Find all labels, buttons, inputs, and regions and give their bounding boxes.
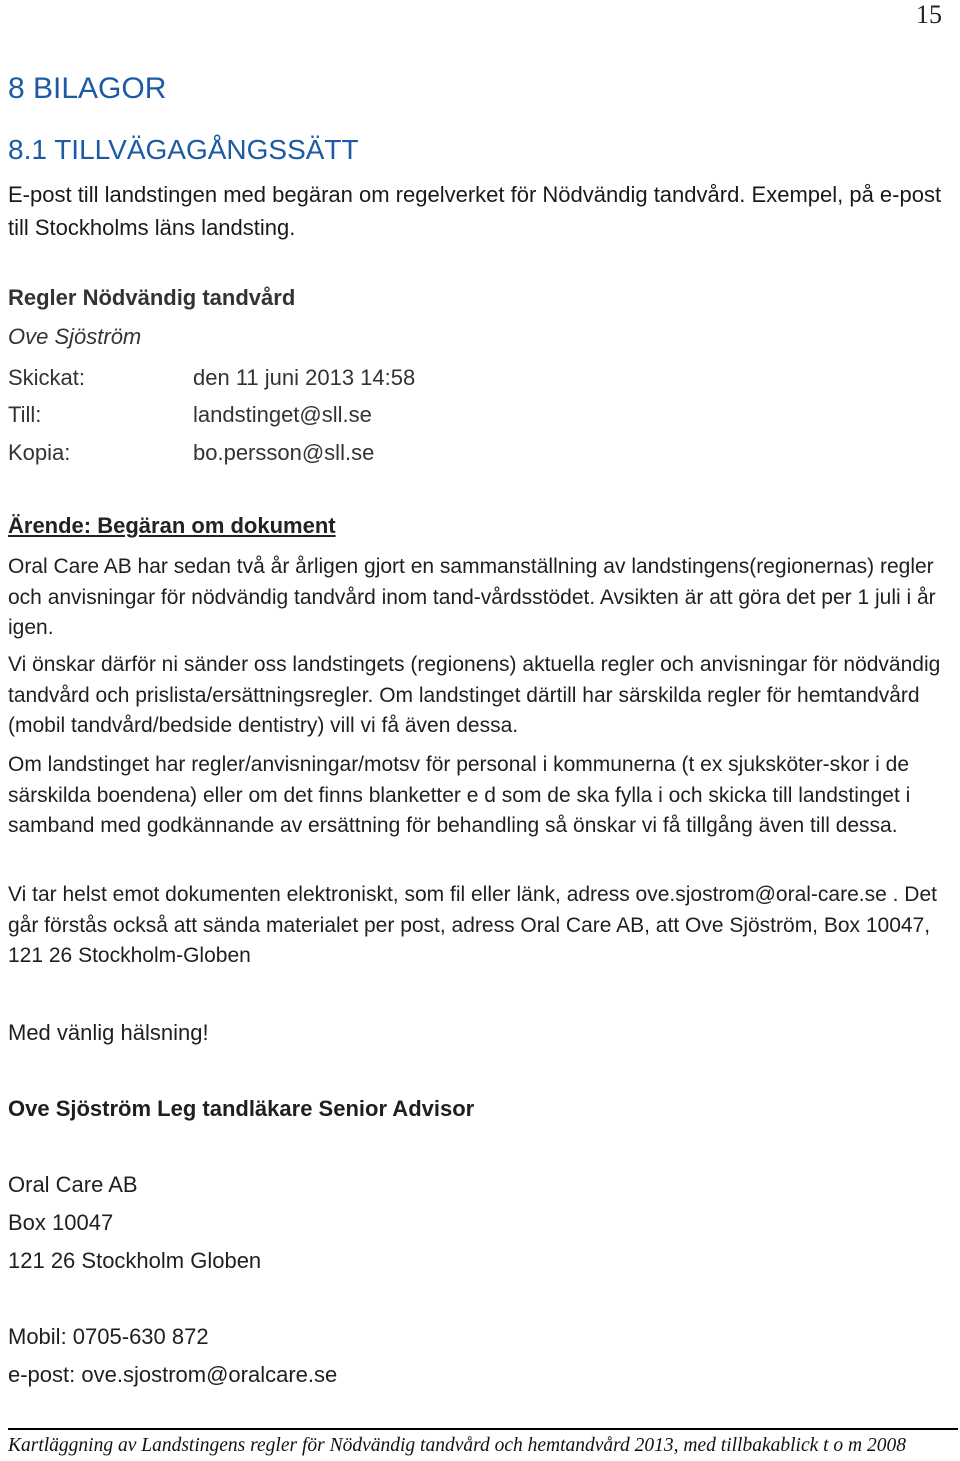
sent-label: Skickat:	[8, 365, 86, 390]
to-label: Till:	[8, 402, 42, 427]
postal-box: Box 10047	[8, 1210, 114, 1235]
email-sender: Ove Sjöström	[8, 324, 142, 349]
contact-email[interactable]: e-post: ove.sjostrom@oralcare.se	[8, 1362, 338, 1387]
body-paragraph: Vi tar helst emot dokumenten elektroniskt, som fil eller länk, adress ove.sjostrom@oral-care.se . Det går förstås också att sända materialet per post, adress Oral Care AB, att Ove Sjöström, Box 10047, 121 26 Stockholm-Globen	[8, 883, 937, 967]
body-paragraph: Oral Care AB har sedan två år årligen gjort en sammanställning av landstingens(regionernas) regler och anvisningar för nödvändig tandvård inom tand-vårdsstödet. Avsikten är att göra det per 1 juli i år igen.	[8, 555, 936, 639]
signature-name: Ove Sjöström Leg tandläkare Senior Advisor	[8, 1096, 475, 1121]
to-value: landstinget@sll.se	[193, 402, 372, 427]
email-subject-line: Ärende: Begäran om dokument	[8, 513, 336, 538]
cc-value: bo.persson@sll.se	[193, 440, 375, 465]
email-subject: Regler Nödvändig tandvård	[8, 285, 296, 310]
page-number: 15	[916, 0, 942, 29]
greeting: Med vänlig hälsning!	[8, 1020, 209, 1045]
mobile-number: Mobil: 0705-630 872	[8, 1324, 209, 1349]
body-paragraph: Om landstinget har regler/anvisningar/motsv för personal i kommunerna (t ex sjuksköter-skor i de särskilda boendena) eller om det finns blanketter e d som de ska fylla i och skicka till landstinget i samband med godkännande av ersättning för behandling så önskar vi få tillgång även till dessa.	[8, 753, 911, 837]
page-footer: Kartläggning av Landstingens regler för Nödvändig tandvård och hemtandvård 2013, med tillbakablick t o m 2008	[8, 1435, 907, 1456]
footer-divider	[8, 1428, 958, 1430]
sent-value: den 11 juni 2013 14:58	[193, 365, 416, 390]
body-paragraph: Vi önskar därför ni sänder oss landstingets (regionens) aktuella regler och anvisningar för nödvändig tandvård och prislista/ersättningsregler. Om landstinget därtill har särskilda regler för hemtandvård (mobil tandvård/bedside dentistry) vill vi få även dessa.	[8, 653, 941, 737]
postal-address: 121 26 Stockholm Globen	[8, 1248, 262, 1273]
subsection-heading: 8.1 TILLVÄGAGÅNGSSÄTT	[8, 134, 359, 165]
intro-text: E-post till landstingen med begäran om regelverket för Nödvändig tandvård. Exempel, på e-post till Stockholms läns landsting.	[8, 182, 942, 240]
company-name: Oral Care AB	[8, 1172, 138, 1197]
section-heading: 8 BILAGOR	[8, 72, 167, 105]
cc-label: Kopia:	[8, 440, 71, 465]
